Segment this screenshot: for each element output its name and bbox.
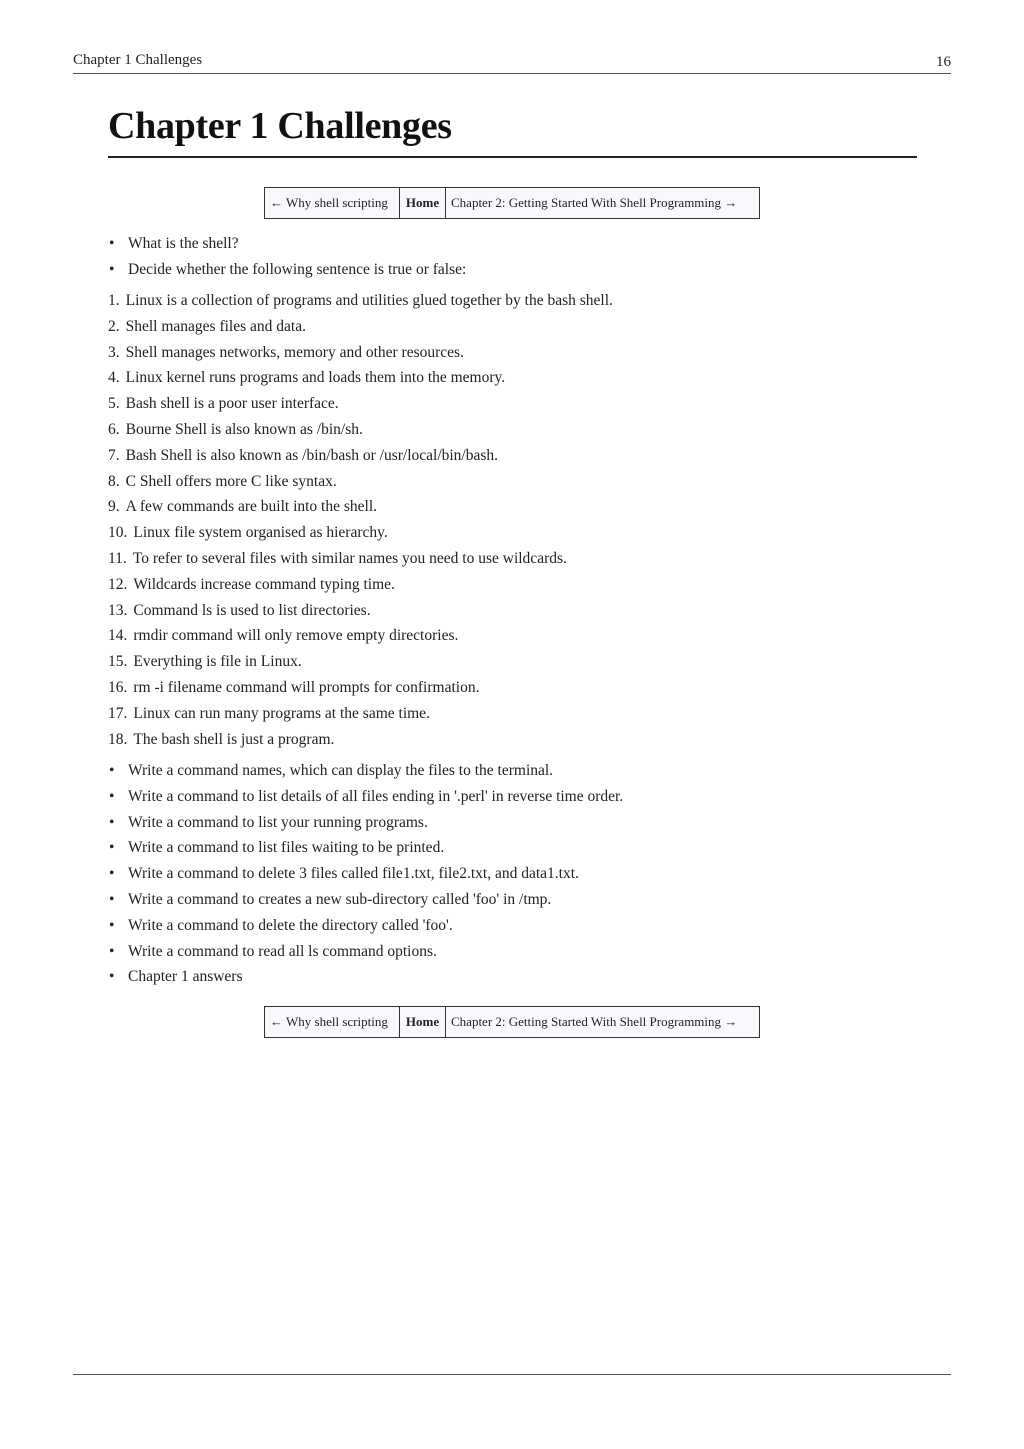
list-item: 3. Shell manages networks, memory and other resources. xyxy=(108,343,464,361)
list-item: 7. Bash Shell is also known as /bin/bash or /usr/local/bin/bash. xyxy=(108,446,499,464)
footer-rule xyxy=(73,1374,951,1375)
list-item: • Write a command to list files waiting to be printed. xyxy=(108,835,623,861)
list-item: 4. Linux kernel runs programs and loads them into the memory. xyxy=(108,369,506,387)
list-item: • Write a command to list your running programs. xyxy=(108,810,623,836)
next-chapter-link[interactable]: Chapter 2: Getting Started With Shell Programming → xyxy=(451,1014,738,1029)
list-item: 14. rmdir command will only remove empty directories. xyxy=(108,627,459,645)
list-item: 11. To refer to several files with similar names you need to use wildcards. xyxy=(108,549,567,567)
list-item: 12. Wildcards increase command typing time. xyxy=(108,575,395,593)
list-item: • Write a command to list details of all files ending in '.perl' in reverse time order. xyxy=(108,784,623,810)
list-item: 17. Linux can run many programs at the same time. xyxy=(108,704,430,722)
prev-chapter-link[interactable]: ← Why shell scripting xyxy=(265,188,400,218)
list-item: • Write a command names, which can display the files to the terminal. xyxy=(108,758,623,784)
list-item: 9. A few commands are built into the shell. xyxy=(108,498,378,516)
list-item: 16. rm -i filename command will prompts for confirmation. xyxy=(108,678,480,696)
list-item: • Decide whether the following sentence is true or false: xyxy=(108,257,466,283)
list-item: 2. Shell manages files and data. xyxy=(108,317,306,335)
chapter-answers-link[interactable]: • Chapter 1 answers xyxy=(108,964,623,990)
title-underline xyxy=(108,156,917,158)
task-bullet-list xyxy=(108,758,623,990)
list-item: 15. Everything is file in Linux. xyxy=(108,653,302,671)
home-link[interactable]: Home xyxy=(400,188,446,218)
prev-chapter-link[interactable]: ← Why shell scripting xyxy=(265,1007,400,1037)
next-chapter-link[interactable]: Chapter 2: Getting Started With Shell Programming → xyxy=(451,195,738,210)
chapter-nav-top xyxy=(264,187,760,219)
page-number: 16 xyxy=(936,54,951,70)
list-item: 18. The bash shell is just a program. xyxy=(108,730,335,748)
list-item: • Write a command to creates a new sub-directory called 'foo' in /tmp. xyxy=(108,887,623,913)
intro-bullet-list xyxy=(108,231,466,283)
running-header xyxy=(73,52,951,74)
list-item: • Write a command to delete 3 files called file1.txt, file2.txt, and data1.txt. xyxy=(108,861,623,887)
list-item: • Write a command to read all ls command options. xyxy=(108,939,623,965)
list-item: 5. Bash shell is a poor user interface. xyxy=(108,395,339,413)
list-item: 6. Bourne Shell is also known as /bin/sh. xyxy=(108,420,363,438)
list-item: 13. Command ls is used to list directories. xyxy=(108,601,371,619)
page-title: Chapter 1 Challenges xyxy=(108,105,452,147)
list-item: 1. Linux is a collection of programs and utilities glued together by the bash shell. xyxy=(108,292,613,309)
list-item: • Write a command to delete the directory called 'foo'. xyxy=(108,913,623,939)
chapter-nav-bottom xyxy=(264,1006,760,1038)
running-header-title: Chapter 1 Challenges xyxy=(73,52,203,68)
true-false-statement-list xyxy=(108,288,613,752)
list-item: 10. Linux file system organised as hierarchy. xyxy=(108,524,388,542)
list-item: • What is the shell? xyxy=(108,231,466,257)
list-item: 8. C Shell offers more C like syntax. xyxy=(108,472,337,490)
home-link[interactable]: Home xyxy=(400,1007,446,1037)
